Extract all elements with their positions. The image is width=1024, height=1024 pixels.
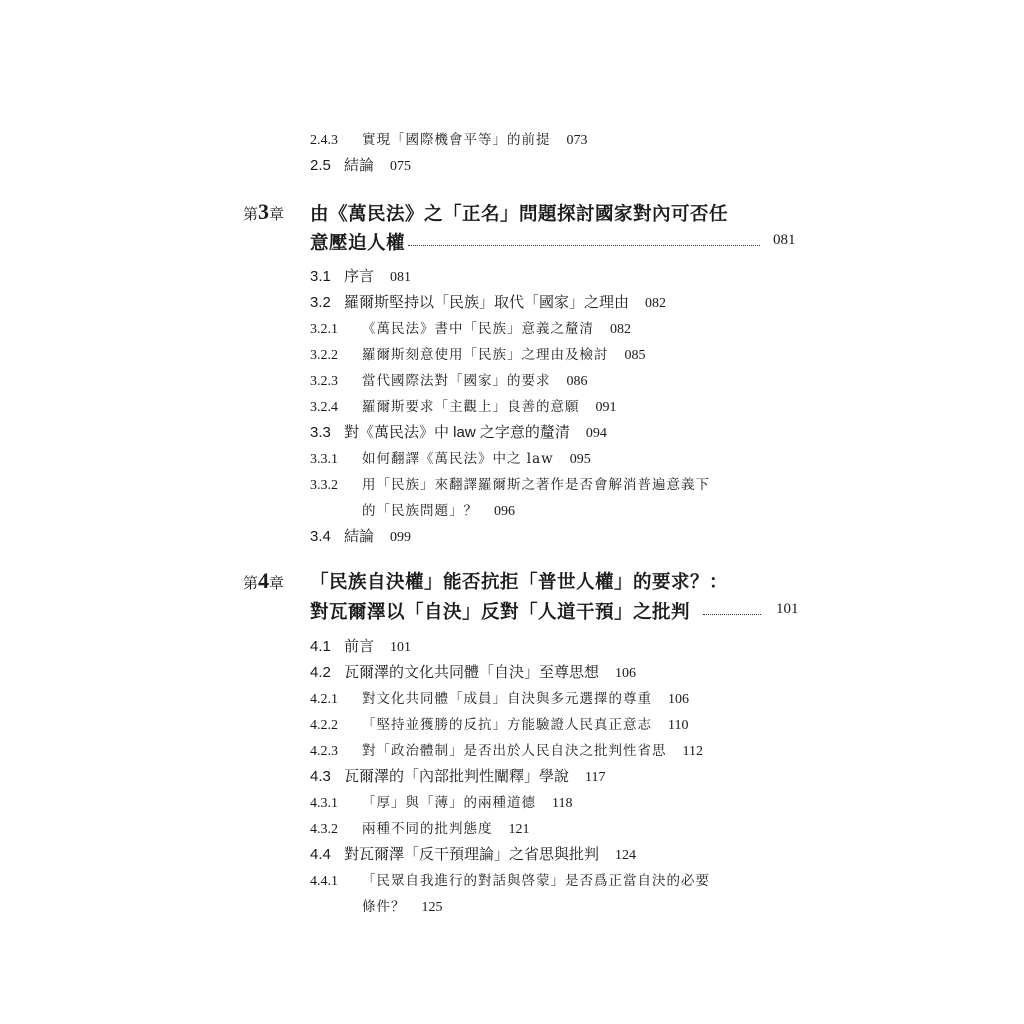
entry-page: 073: [566, 133, 588, 148]
entry-page: 121: [508, 822, 530, 837]
entry-page: 118: [552, 796, 573, 811]
entry-number: 4.2.1: [310, 692, 338, 707]
chapter-page: 081: [773, 232, 796, 248]
entry-number: 2.5: [310, 157, 331, 174]
entry-number: 4.4: [310, 846, 331, 863]
entry-number: 4.3.1: [310, 796, 338, 811]
entry-page: 085: [624, 348, 646, 363]
entry-page: 082: [645, 296, 667, 311]
entry-title: 序言: [344, 268, 375, 285]
entry-title: 對瓦爾澤「反干預理論」之省思與批判: [344, 846, 600, 863]
chapter-label: [243, 568, 284, 594]
entry-title: 瓦爾澤的「內部批判性闡釋」學說: [344, 768, 570, 785]
entry-title: 對「政治體制」是否出於人民自決之批判性省思: [362, 743, 667, 759]
entry-number: 3.3.2: [310, 478, 338, 493]
toc-entry: [310, 765, 606, 786]
entry-title: 對《萬民法》中 law 之字意的釐清: [344, 424, 570, 441]
toc-entry: [310, 317, 631, 338]
entry-page: 099: [390, 530, 412, 545]
entry-number: 3.2.2: [310, 348, 338, 363]
toc-entry: [310, 687, 689, 708]
entry-number: 4.1: [310, 638, 331, 655]
entry-page: 082: [610, 322, 631, 337]
entry-number: 4.4.1: [310, 874, 338, 889]
entry-title: 兩種不同的批判態度: [362, 821, 493, 837]
entry-number: 4.3: [310, 768, 331, 785]
entry-title: 「民眾自我進行的對話與啓蒙」是否爲正當自決的必要: [362, 873, 710, 889]
toc-entry: [310, 869, 710, 890]
entry-page: 095: [569, 452, 591, 467]
toc-entry-continuation: [310, 499, 515, 520]
toc-entry: [310, 369, 588, 390]
entry-page: 081: [390, 270, 412, 285]
entry-title: 用「民族」來翻譯羅爾斯之著作是否會解消普遍意義下: [362, 477, 710, 493]
entry-page: 106: [615, 666, 637, 681]
chapter-label: [243, 199, 284, 225]
toc-entry: [310, 291, 666, 312]
entry-page: 091: [595, 400, 617, 415]
chapter-label-suffix: 章: [269, 206, 285, 223]
toc-entry: [310, 421, 607, 442]
entry-title: 實現「國際機會平等」的前提: [362, 132, 551, 148]
entry-title: 《萬民法》書中「民族」意義之釐清: [362, 321, 594, 337]
dot-leader: [408, 245, 760, 246]
toc-entry: [310, 635, 411, 656]
chapter-label-suffix: 章: [269, 575, 285, 592]
entry-number: 4.2.2: [310, 718, 338, 733]
chapter-number: 4: [258, 568, 270, 593]
toc-entry: [310, 713, 688, 734]
toc-entry: [310, 447, 591, 468]
toc-entry: [310, 343, 646, 364]
entry-title: 前言: [344, 638, 375, 655]
entry-title: 羅爾斯要求「主觀上」良善的意願: [362, 399, 580, 415]
entry-page: 094: [585, 426, 607, 441]
toc-entry: [310, 525, 411, 546]
entry-title: 羅爾斯堅持以「民族」取代「國家」之理由: [344, 294, 630, 311]
toc-entry: [310, 265, 411, 286]
toc-entry-continuation: [310, 895, 443, 916]
toc-entry: [310, 395, 617, 416]
entry-title: 對文化共同體「成員」自決與多元選擇的尊重: [362, 691, 652, 707]
entry-title: 的「民族問題」？: [362, 503, 478, 519]
toc-entry: [310, 791, 572, 812]
entry-page: 112: [682, 744, 703, 759]
toc-entry: [310, 817, 530, 838]
entry-number: 3.2.4: [310, 400, 338, 415]
entry-title: 條件？: [362, 899, 406, 915]
entry-title: 羅爾斯刻意使用「民族」之理由及檢討: [362, 347, 609, 363]
entry-title: 瓦爾澤的文化共同體「自決」至尊思想: [344, 664, 600, 681]
chapter-page: 101: [776, 601, 799, 617]
entry-title: 「堅持並獲勝的反抗」方能驗證人民真正意志: [362, 717, 652, 733]
entry-page: 110: [668, 718, 689, 733]
entry-number: 3.1: [310, 268, 331, 285]
toc-entry: [310, 843, 636, 864]
toc-entry: [310, 661, 636, 682]
toc-entry: [310, 473, 710, 494]
chapter-title-line2: 對瓦爾澤以「自決」反對「人道干預」之批判: [310, 602, 691, 623]
entry-page: 117: [585, 770, 606, 785]
entry-number: 4.2: [310, 664, 331, 681]
entry-number: 2.4.3: [310, 133, 338, 148]
entry-page: 125: [421, 900, 443, 915]
entry-number: 3.2: [310, 294, 331, 311]
entry-number: 3.2.1: [310, 322, 338, 337]
chapter-label-prefix: 第: [243, 206, 259, 223]
chapter-title-line1: 「民族自決權」能否抗拒「普世人權」的要求？：: [310, 572, 729, 593]
entry-page: 086: [566, 374, 588, 389]
entry-title: 如何翻譯《萬民法》中之 law: [362, 451, 554, 467]
entry-page: 096: [494, 504, 515, 519]
entry-title: 結論: [344, 157, 375, 174]
toc-entry: [310, 739, 703, 760]
chapter-title-line2: 意壓迫人權: [310, 233, 406, 254]
entry-page: 101: [390, 640, 412, 655]
chapter-title-line1: 由《萬民法》之「正名」問題探討國家對內可否任: [310, 204, 729, 225]
entry-number: 4.2.3: [310, 744, 338, 759]
entry-title: 「厚」與「薄」的兩種道德: [362, 795, 536, 811]
toc-entry: [310, 128, 588, 149]
entry-title: 當代國際法對「國家」的要求: [362, 373, 551, 389]
entry-number: 3.4: [310, 528, 331, 545]
toc-entry: [310, 154, 411, 175]
entry-title: 結論: [344, 528, 375, 545]
chapter-number: 3: [258, 199, 270, 224]
entry-page: 106: [668, 692, 689, 707]
entry-page: 075: [390, 159, 412, 174]
entry-number: 3.3: [310, 424, 331, 441]
entry-number: 3.2.3: [310, 374, 338, 389]
entry-number: 3.3.1: [310, 452, 338, 467]
entry-number: 4.3.2: [310, 822, 338, 837]
entry-page: 124: [615, 848, 637, 863]
dot-leader: [703, 614, 761, 615]
chapter-label-prefix: 第: [243, 575, 259, 592]
